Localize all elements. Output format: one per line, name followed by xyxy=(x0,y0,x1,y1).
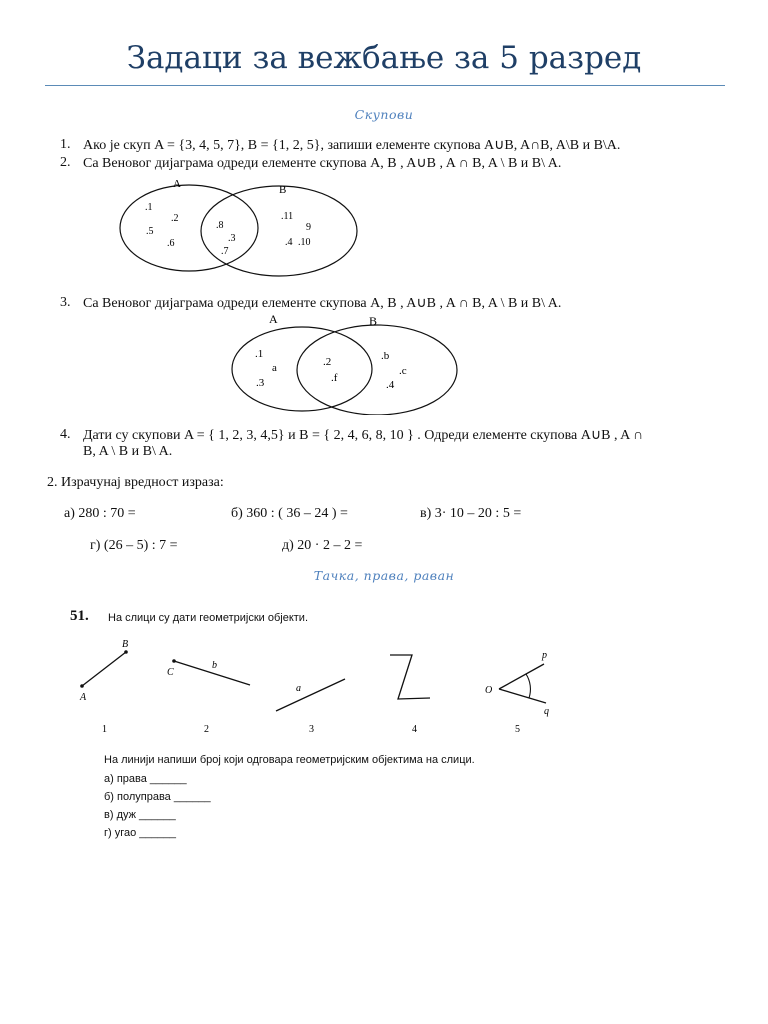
figure-1-segment xyxy=(79,639,128,703)
venn2-element: .b xyxy=(381,350,390,362)
figure-number: 3 xyxy=(309,724,314,735)
angle-arc xyxy=(526,674,530,698)
venn1-label-b: B xyxy=(279,184,287,196)
venn2-label-a: A xyxy=(269,312,278,326)
venn1-label-a: A xyxy=(173,178,181,190)
venn1-element: .11 xyxy=(281,211,294,222)
venn2-element: .3 xyxy=(256,377,265,389)
expression-g: г) (26 – 5) : 7 = xyxy=(90,538,178,553)
task-4-number: 4. xyxy=(60,427,71,442)
problem-instruction: На линији напиши број који одговара геометријским објектима на слици. xyxy=(104,754,475,766)
venn1-element: .2 xyxy=(171,213,179,224)
venn1-element: .1 xyxy=(145,202,153,213)
expression-b: б) 360 : ( 36 – 24 ) = xyxy=(231,506,348,521)
venn1-element: .7 xyxy=(221,246,229,257)
section-heading-geometry: Тачка, права, раван xyxy=(313,568,455,583)
line-a-label: a xyxy=(296,683,301,694)
venn1-element: 9 xyxy=(306,222,311,233)
task-4-text-line2: B, A \ B и B\ A. xyxy=(83,444,173,459)
expression-a: а) 280 : 70 = xyxy=(64,506,136,521)
point-b-label: B xyxy=(122,639,129,650)
figure-number: 1 xyxy=(102,724,107,735)
point-c-label: C xyxy=(167,667,174,678)
venn1-element: .3 xyxy=(228,233,236,244)
expressions-heading: 2. Израчунај вредност израза: xyxy=(47,475,224,490)
venn-diagram-2 xyxy=(225,310,465,415)
task-2-number: 2. xyxy=(60,155,71,170)
figure-number: 4 xyxy=(412,724,417,735)
venn1-element: .6 xyxy=(167,238,175,249)
geometry-figures xyxy=(70,632,570,737)
answer-line-g: г) угао ______ xyxy=(104,827,176,839)
point-c-dot xyxy=(172,659,176,663)
title-underline xyxy=(45,85,725,86)
venn1-element: .8 xyxy=(216,220,224,231)
venn2-set-a xyxy=(232,327,372,411)
venn2-set-b xyxy=(297,325,457,415)
figure-3-line xyxy=(276,679,345,711)
task-4-text-line1: Дати су скупови A = { 1, 2, 3, 4,5} и B = { 2, 4, 6, 8, 10 } . Одреди елементе скупова A∪B , A ∩ xyxy=(83,428,644,443)
task-2-text: Са Веновог дијаграма одреди елементе скупова A, B , A∪B , A ∩ B, A \ B и B\ A. xyxy=(83,156,562,171)
venn2-element: .4 xyxy=(386,379,395,391)
point-a-label: A xyxy=(80,692,87,703)
problem-number: 51. xyxy=(70,608,89,624)
expression-d: д) 20 · 2 – 2 = xyxy=(282,538,363,553)
task-1-text: Ако је скуп A = {3, 4, 5, 7}, B = {1, 2, 5}, запиши елементе скупова A∪B, A∩B, A\B и B\A. xyxy=(83,138,621,153)
answer-line-v: в) дуж ______ xyxy=(104,809,176,821)
answer-line-a: а) права ______ xyxy=(104,773,187,785)
venn1-element: .10 xyxy=(298,237,311,248)
ray-p-label: p xyxy=(542,650,547,661)
angle-o-label: O xyxy=(485,685,493,696)
figure-number: 2 xyxy=(204,724,209,735)
venn1-set-b xyxy=(201,186,357,276)
venn1-set-a xyxy=(120,185,258,271)
figure-4-broken-line xyxy=(390,655,430,699)
figure-number: 5 xyxy=(515,724,520,735)
venn-diagram-1 xyxy=(110,175,370,280)
page-title: Задаци за вежбање за 5 разред xyxy=(126,40,642,76)
section-heading-sets: Скупови xyxy=(354,107,414,122)
venn2-element: .f xyxy=(331,372,338,384)
figure-5-angle xyxy=(485,650,549,717)
venn1-element: .4 xyxy=(285,237,293,248)
point-a-dot xyxy=(80,684,84,688)
venn1-element: .5 xyxy=(146,226,154,237)
venn2-element: .c xyxy=(399,365,407,377)
ray-q-label: q xyxy=(544,706,549,717)
figure-2-ray xyxy=(167,659,250,685)
venn2-element: .1 xyxy=(255,348,264,360)
task-3-text: Са Веновог дијаграма одреди елементе скупова A, B , A∪B , A ∩ B, A \ B и B\ A. xyxy=(83,296,562,311)
task-1-number: 1. xyxy=(60,137,71,152)
problem-intro: На слици су дати геометријски објекти. xyxy=(108,612,309,624)
task-3-number: 3. xyxy=(60,295,71,310)
expression-v: в) 3· 10 – 20 : 5 = xyxy=(420,506,522,521)
venn2-element: .2 xyxy=(323,356,332,368)
answer-line-b: б) полуправа ______ xyxy=(104,791,211,803)
point-b-dot xyxy=(124,650,128,654)
venn2-label-b: B xyxy=(369,314,378,328)
ray-b-label: b xyxy=(212,660,217,671)
venn2-element: a xyxy=(272,362,277,374)
